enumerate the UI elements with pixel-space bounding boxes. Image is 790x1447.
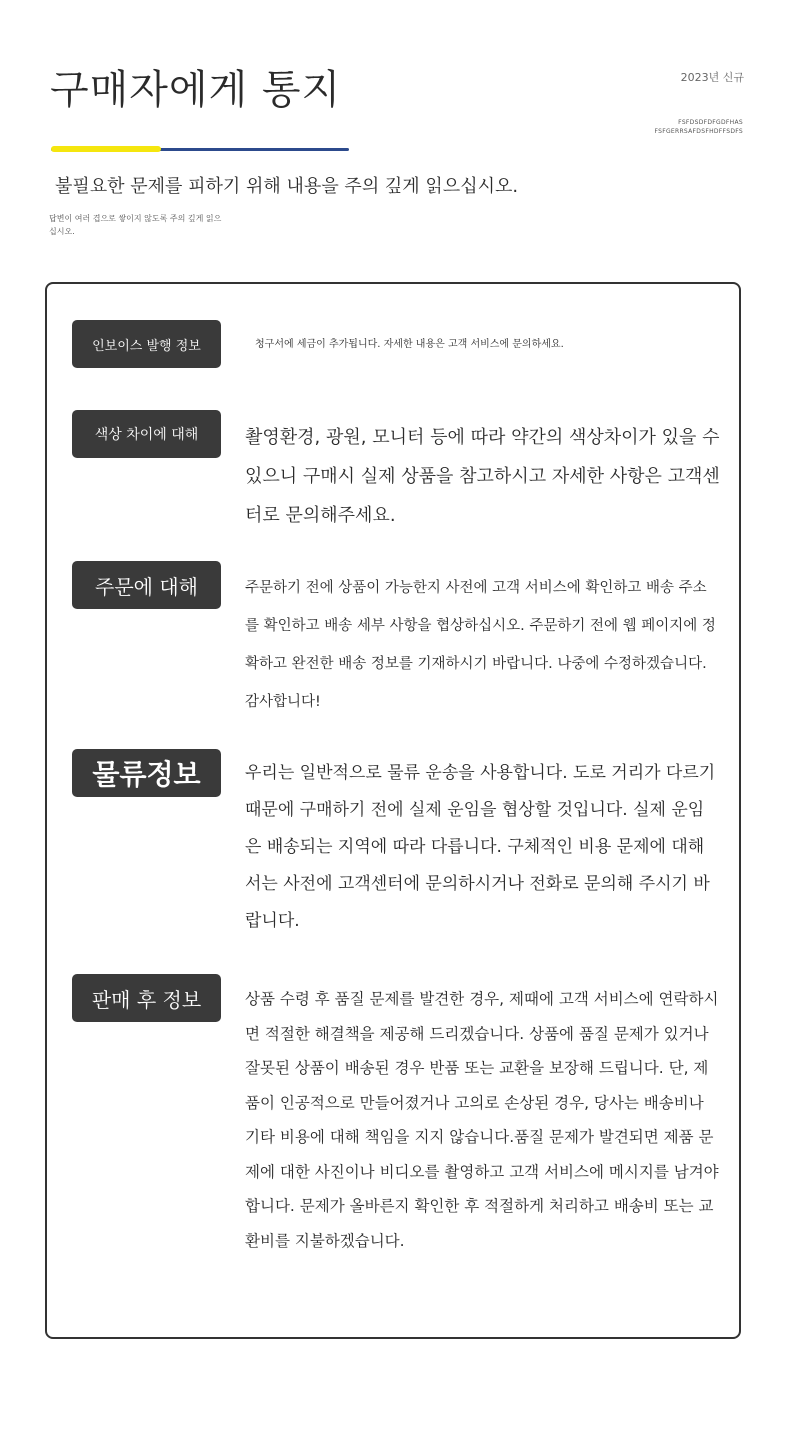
section-label-order-text: 주문에 대해 (95, 574, 198, 599)
section-label-order (72, 561, 221, 609)
code-text (654, 118, 743, 136)
section-label-color-text: 색상 차이에 대해 (94, 427, 199, 443)
section-label-aftersales-text: 판매 후 정보 (91, 987, 202, 1012)
year-tag: 2023년 신규 (680, 71, 744, 84)
section-text-aftersales: 상품 수령 후 품질 문제를 발견한 경우, 제때에 고객 서비스에 연락하시면 적절한 해결책을 제공해 드리겠습니다. 상품에 품질 문제가 있거나 잘못된 상품이 배송된 경우 반품 또는 교환을 보장해 드립니다. 단, 제품이 인공적으로 만들어졌거나 고의로 손상된 경우, 당사는 배송비나 기타 비용에 대해 책임을 지지 않습니다.품질 문제가 발견되면 제품 문제에 대한 사진이나 비디오를 촬영하고 고객 서비스에 메시지를 남겨야 합니다. 문제가 올바른지 확인한 후 적절하게 처리하고 배송비 또는 교환비를 지불하겠습니다. (245, 990, 719, 1250)
section-text-invoice: 청구서에 세금이 추가됩니다. 자세한 내용은 고객 서비스에 문의하세요. (255, 339, 564, 350)
section-label-invoice-text: 인보이스 발행 정보 (92, 338, 201, 354)
accent-line-yellow (51, 146, 161, 152)
intro-note: 답변이 여러 겹으로 쌓이지 않도록 주의 깊게 읽으십시오. (49, 214, 222, 236)
section-text-order: 주문하기 전에 상품이 가능한지 사전에 고객 서비스에 확인하고 배송 주소를 확인하고 배송 세부 사항을 협상하십시오. 주문하기 전에 웹 페이지에 정확하고 완전한 배송 정보를 기재하시기 바랍니다. 나중에 수정하겠습니다. 감사합니다! (245, 580, 716, 710)
section-label-invoice (72, 320, 221, 368)
intro-subtitle: 불필요한 문제를 피하기 위해 내용을 주의 깊게 읽으십시오. (55, 176, 519, 197)
code-line-1: FSFDSDFDFGDFHAS (678, 119, 743, 126)
page-title: 구매자에게 통지 (50, 67, 342, 113)
section-text-logistics: 우리는 일반적으로 물류 운송을 사용합니다. 도로 거리가 다르기 때문에 구매하기 전에 실제 운임을 협상할 것입니다. 실제 운임은 배송되는 지역에 따라 다릅니다. 구체적인 비용 문제에 대해서는 사전에 고객센터에 문의하시거나 전화로 문의해 주시기 바랍니다. (245, 763, 716, 931)
section-label-aftersales (72, 974, 221, 1022)
section-label-logistics-text: 물류정보 (92, 758, 201, 791)
section-label-color (72, 410, 221, 458)
code-line-2: FSFGERRSAFDSFHDFFSDFS (654, 128, 743, 135)
section-label-logistics (72, 749, 221, 797)
section-text-color: 촬영환경, 광원, 모니터 등에 따라 약간의 색상차이가 있을 수 있으니 구매시 실제 상품을 참고하시고 자세한 사항은 고객센터로 문의해주세요. (245, 427, 720, 526)
